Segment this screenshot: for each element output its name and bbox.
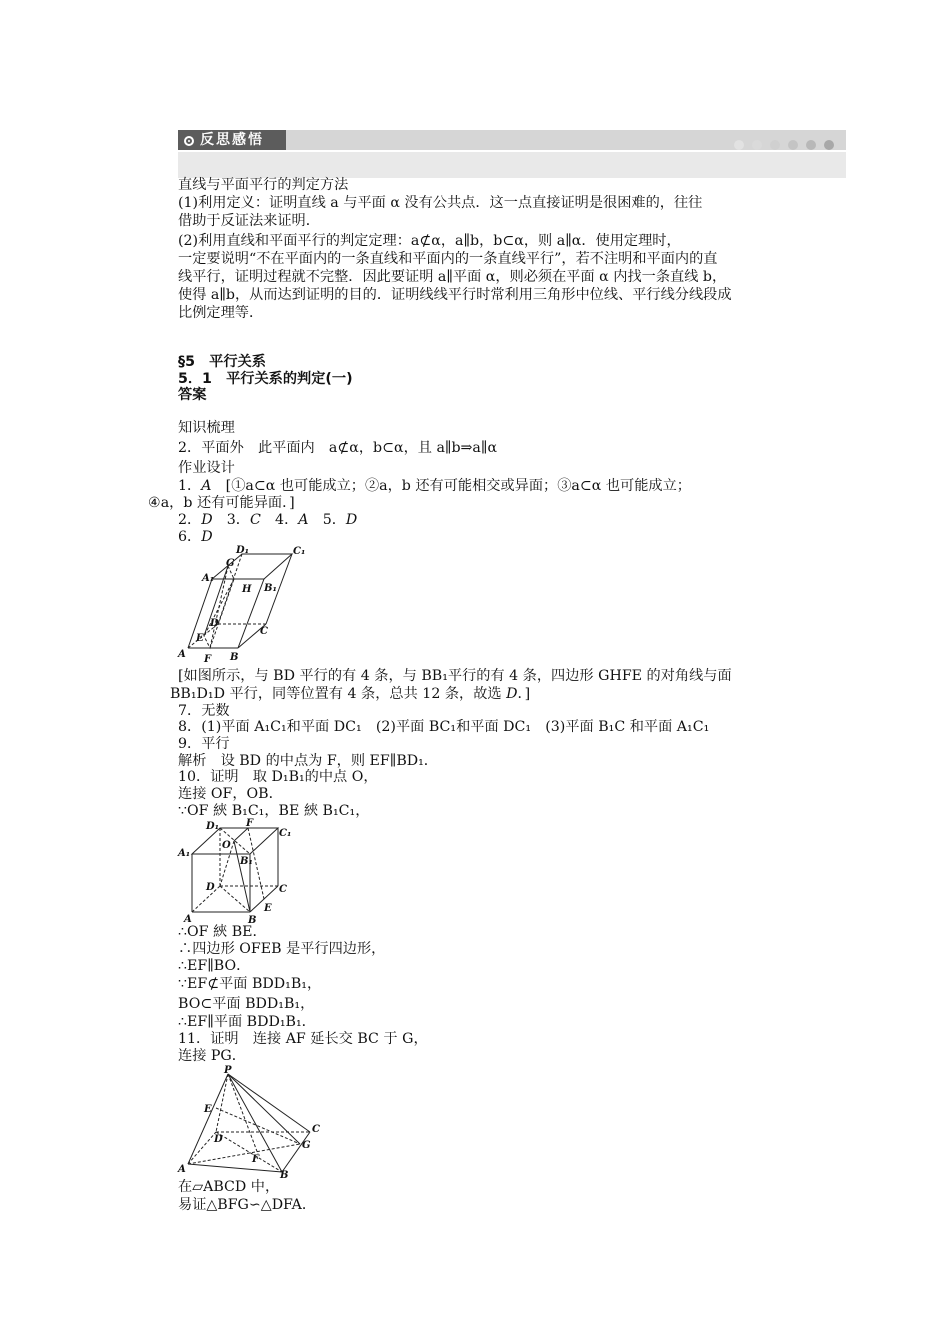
q5-num: 5． xyxy=(308,512,346,528)
label-F: F xyxy=(246,818,254,829)
q1-num: 1． xyxy=(178,478,202,494)
q6-explanation-line1: [如图所示，与 BD 平行的有 4 条，与 BB₁平行的有 4 条，四边形 GHFE 的对角线与面 xyxy=(178,668,732,684)
q10-line8: BO⊂平面 BDD₁B₁， xyxy=(178,996,315,1012)
reflection-p2-line3: 线平行，证明过程就不完整．因此要证明 a∥平面 α，则必须在平面 α 内找一条直线 b， xyxy=(178,269,727,285)
banner-label: 反思感悟 xyxy=(200,132,264,148)
banner-box xyxy=(178,152,846,178)
dot-icon xyxy=(824,140,834,150)
q2-5-line xyxy=(178,512,357,529)
edge-ad xyxy=(188,1132,216,1164)
label-C: C xyxy=(260,626,268,637)
line-ag xyxy=(188,1144,300,1164)
label-H: H xyxy=(242,584,252,595)
figure-6-prism xyxy=(176,544,316,666)
q9-line: 9．平行 xyxy=(178,736,230,752)
reflection-p2-line2: 一定要说明“不在平面内的一条直线和平面内的一条直线平行”，若不注明和平面内的直 xyxy=(178,251,718,267)
target-icon xyxy=(184,136,194,146)
dot-icon xyxy=(770,140,780,150)
banner-tag xyxy=(178,130,286,150)
q4-answer: A xyxy=(298,512,309,528)
label-A1: A₁ xyxy=(178,848,191,859)
reflection-p2-line1: (2)利用直线和平面平行的判定定理：a⊄α，a∥b，b⊂α，则 a∥α．使用定理时， xyxy=(178,233,681,249)
q2-num: 2． xyxy=(178,512,202,528)
q1-answer: A xyxy=(201,478,212,494)
edge-pd xyxy=(216,1074,228,1132)
label-B1: B₁ xyxy=(264,583,277,594)
q1-line2: ④a，b 还有可能异面．] xyxy=(148,495,295,511)
q11-line3: 在▱ABCD 中， xyxy=(178,1179,280,1195)
label-B: B xyxy=(280,1170,289,1181)
label-P: P xyxy=(224,1065,232,1076)
figure-10-cube xyxy=(176,818,296,924)
answer-heading: 答案 xyxy=(178,387,207,403)
zhishi-item-2: 2．平面外 此平面内 a⊄α，b⊂α，且 a∥b⇒a∥α xyxy=(178,440,498,456)
q1-line1 xyxy=(178,478,691,495)
edge-pa xyxy=(188,1074,228,1164)
top-face xyxy=(192,828,278,854)
label-A1: A₁ xyxy=(202,573,215,584)
q2-answer: D xyxy=(201,512,213,528)
label-C1: C₁ xyxy=(279,828,292,839)
reflection-p2-line5: 比例定理等． xyxy=(178,305,264,321)
q6-expl2-end: ．] xyxy=(517,686,531,702)
q6-num: 6． xyxy=(178,529,202,545)
label-B1: B₁ xyxy=(240,856,253,867)
section-title: §5 平行关系 xyxy=(178,354,266,370)
line-pf xyxy=(228,1074,258,1154)
q10-line2: 连接 OF，OB． xyxy=(178,786,283,802)
label-F: F xyxy=(204,654,212,665)
label-C: C xyxy=(312,1124,320,1135)
label-D: D xyxy=(214,1134,223,1145)
reflection-p1-line2: 借助于反证法来证明． xyxy=(178,213,320,229)
label-E: E xyxy=(264,903,272,914)
label-O: O xyxy=(222,840,231,851)
reflection-p2-line4: 使得 a∥b，从而达到证明的目的．证明线线平行时常利用三角形中位线、平行线分线段成 xyxy=(178,287,732,303)
label-E: E xyxy=(196,633,204,644)
label-D1: D₁ xyxy=(206,821,220,832)
q10-line6: ∴EF∥BO． xyxy=(178,958,251,974)
q10-line1: 10．证明 取 D₁B₁的中点 O， xyxy=(178,769,378,785)
figure-11-pyramid xyxy=(176,1065,326,1181)
q11-line2: 连接 PG． xyxy=(178,1048,246,1064)
q6-explanation-line2 xyxy=(170,686,530,703)
label-D: D xyxy=(210,618,219,629)
q3-num: 3． xyxy=(212,512,250,528)
q6-answer: D xyxy=(201,529,213,545)
dot-icon xyxy=(806,140,816,150)
q5-answer: D xyxy=(345,512,358,528)
q3-answer: C xyxy=(250,512,261,528)
q1-text: [①a⊂α 也可能成立；②a，b 还有可能相交或异面；③a⊂α 也可能成立； xyxy=(211,478,691,494)
line-eg xyxy=(216,1108,300,1144)
label-A: A xyxy=(184,914,192,925)
edge-pc xyxy=(228,1074,310,1132)
q9-explanation: 解析 设 BD 的中点为 F，则 EF∥BD₁． xyxy=(178,753,438,769)
q6-expl2-text: BB₁D₁D 平行，同等位置有 4 条，总共 12 条，故选 xyxy=(170,686,507,702)
q6-expl2-answer: D xyxy=(506,686,518,702)
zhishi-heading: 知识梳理 xyxy=(178,420,235,436)
reflection-p1-line1: (1)利用定义：证明直线 a 与平面 α 没有公共点．这一点直接证明是很困难的，往往 xyxy=(178,195,703,211)
label-C1: C₁ xyxy=(293,546,306,557)
label-F: F xyxy=(252,1154,260,1165)
line-pg xyxy=(228,1074,300,1144)
q11-line1: 11．证明 连接 AF 延长交 BC 于 G， xyxy=(178,1031,428,1047)
label-G: G xyxy=(226,558,235,569)
q7-line: 7．无数 xyxy=(178,703,230,719)
label-B: B xyxy=(248,915,257,926)
label-G: G xyxy=(302,1140,311,1151)
q10-line9: ∴EF∥平面 BDD₁B₁． xyxy=(178,1014,316,1030)
label-B: B xyxy=(230,652,239,663)
q11-line4: 易证△BFG∽△DFA． xyxy=(178,1197,317,1213)
q10-line5: ∴四边形 OFEB 是平行四边形， xyxy=(178,941,386,957)
zuoye-heading: 作业设计 xyxy=(178,460,235,476)
dot-icon xyxy=(734,140,744,150)
label-C: C xyxy=(279,884,287,895)
line-db xyxy=(216,1132,282,1172)
label-D: D xyxy=(206,882,215,893)
dot-icon xyxy=(788,140,798,150)
label-E: E xyxy=(204,1104,212,1115)
q4-num: 4． xyxy=(260,512,299,528)
dot-icon xyxy=(752,140,762,150)
section-subtitle: 5．1 平行关系的判定(一) xyxy=(178,371,353,387)
reflection-banner xyxy=(178,130,846,178)
reflection-heading: 直线与平面平行的判定方法 xyxy=(178,177,349,193)
q10-line3: ∵OF 綊 B₁C₁，BE 綊 B₁C₁， xyxy=(178,803,370,819)
label-A: A xyxy=(178,1164,186,1175)
q10-line4: ∴OF 綊 BE． xyxy=(178,924,267,940)
edge-ab xyxy=(188,1164,282,1172)
q8-line: 8．(1)平面 A₁C₁和平面 DC₁ (2)平面 BC₁和平面 DC₁ (3)平面 B₁C 和平面 A₁C₁ xyxy=(178,719,710,735)
line-of xyxy=(234,828,248,841)
label-D1: D₁ xyxy=(236,545,250,556)
top-face xyxy=(212,554,292,579)
q10-line7: ∵EF⊄平面 BDD₁B₁， xyxy=(178,976,322,992)
label-A: A xyxy=(178,649,186,660)
